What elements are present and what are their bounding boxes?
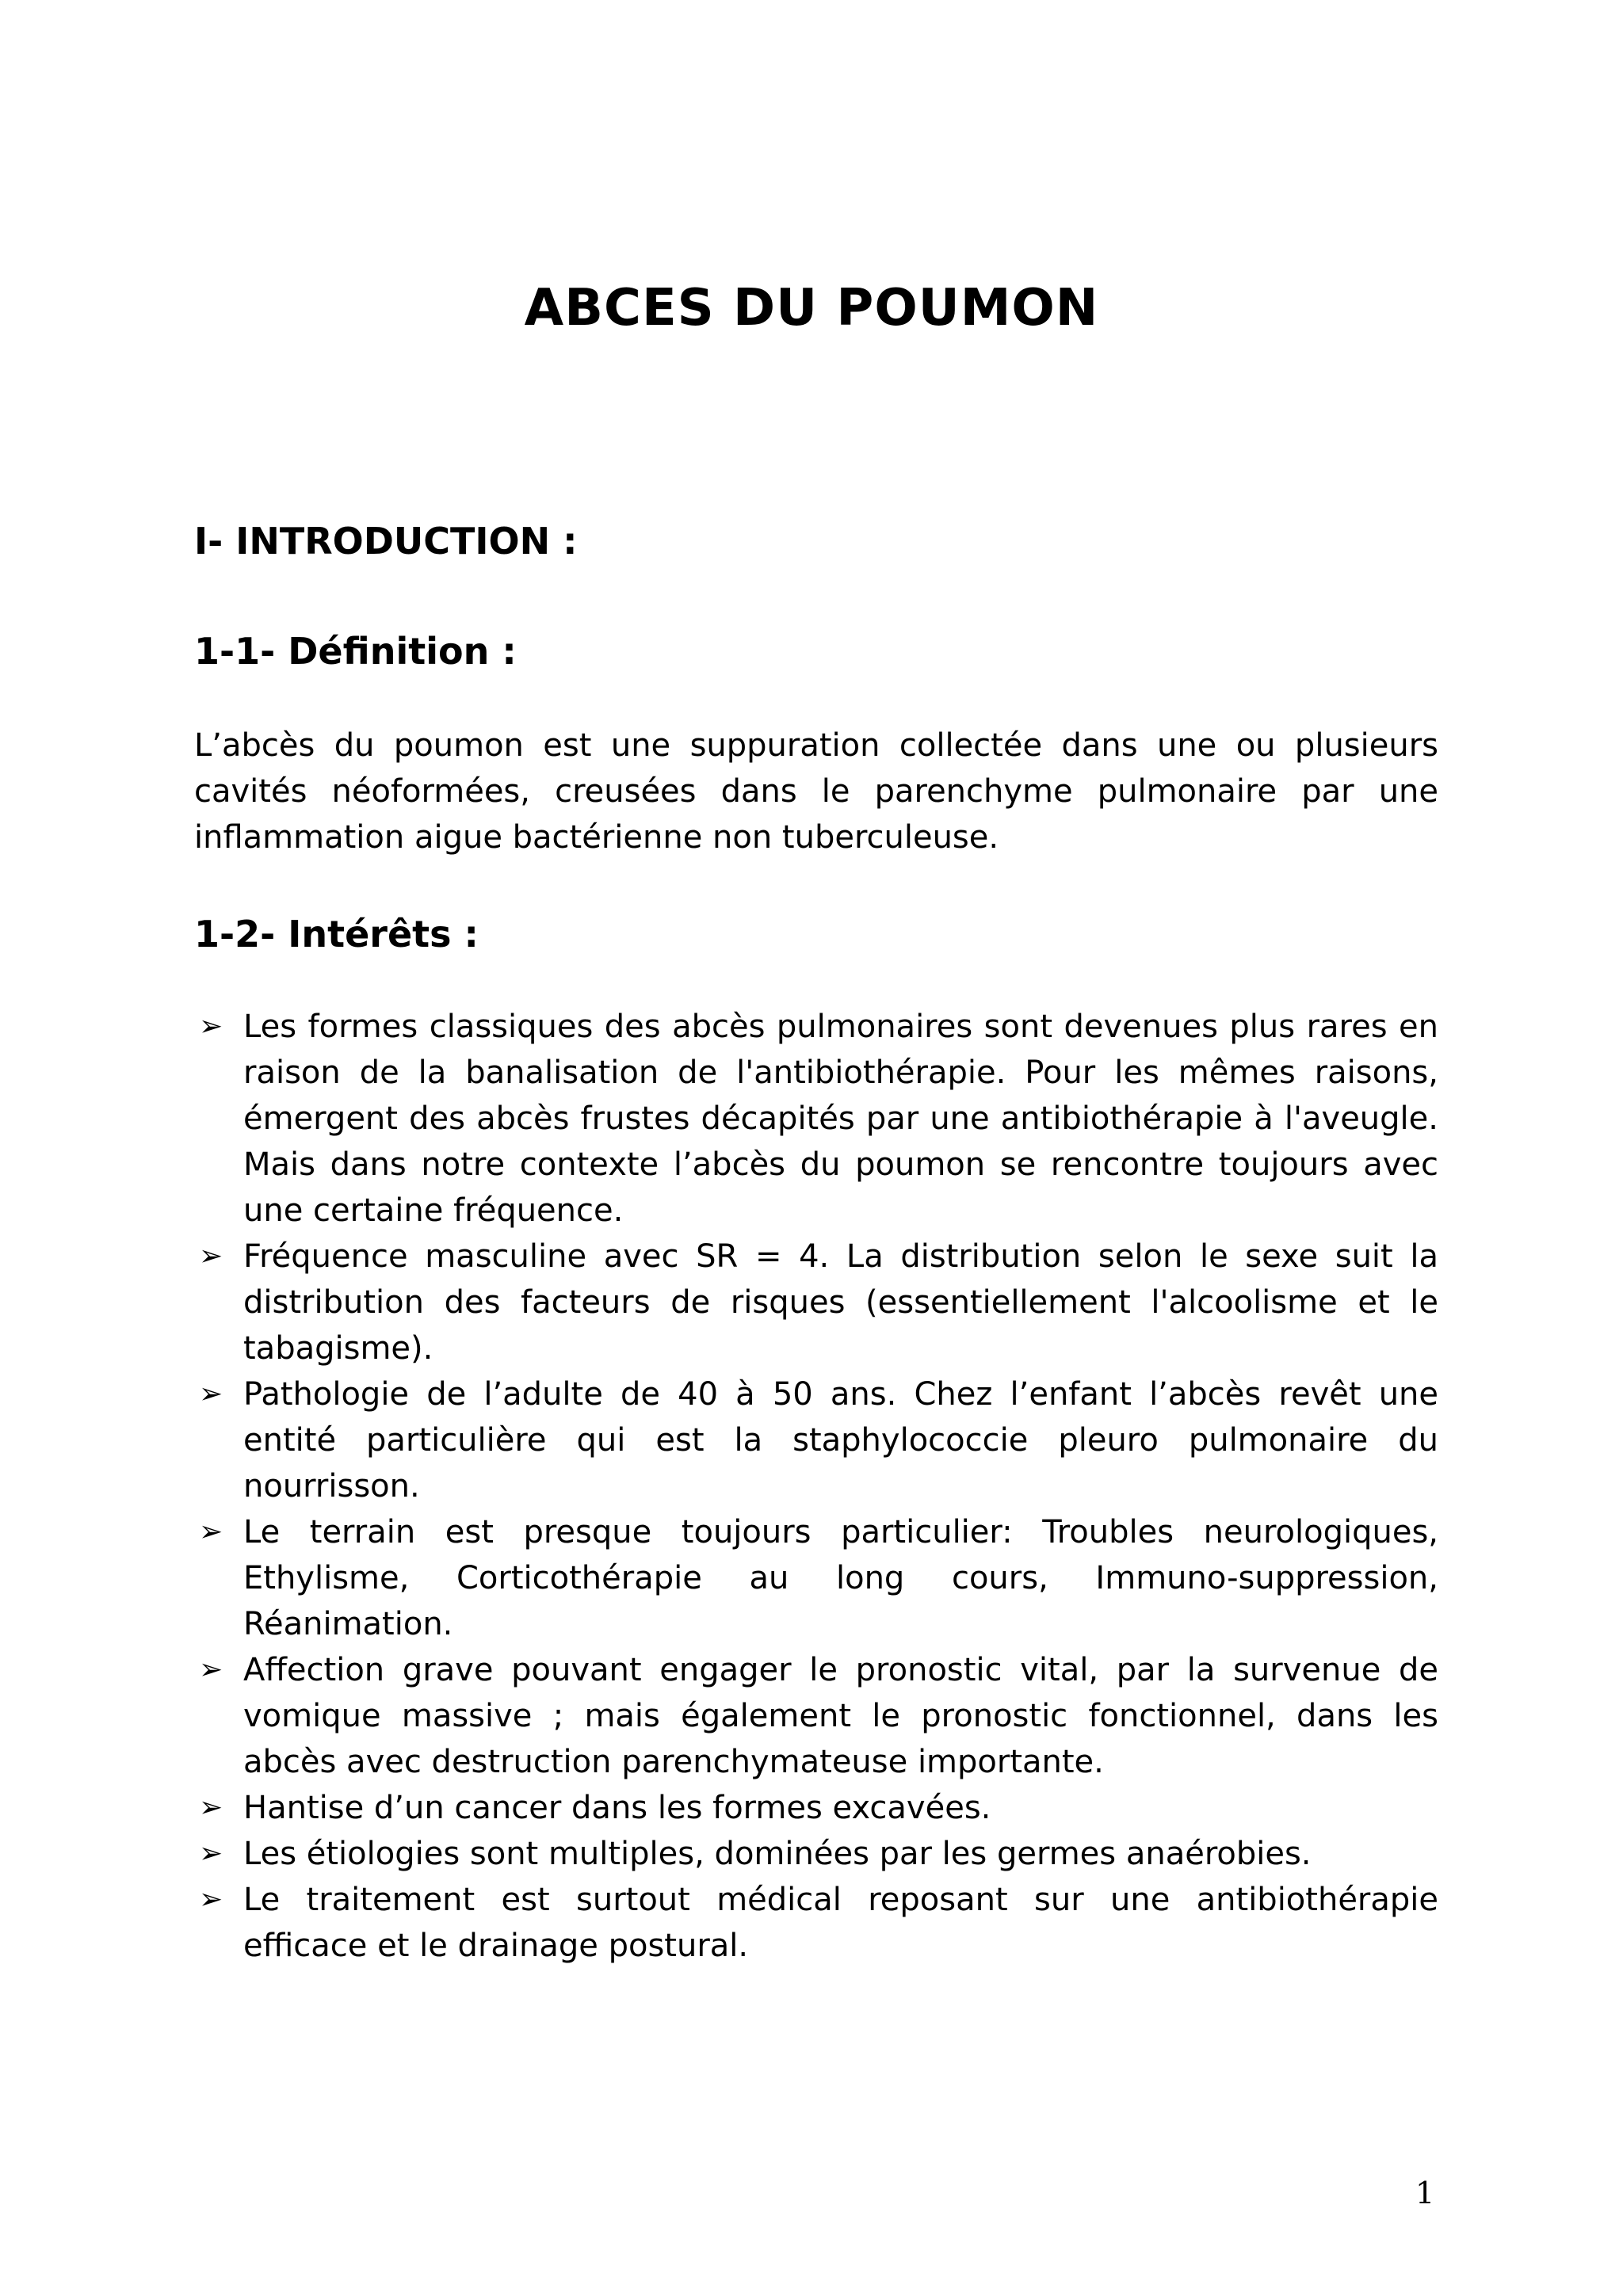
- arrow-bullet-icon: ➢: [199, 1240, 223, 1272]
- list-item-text: Hantise d’un cancer dans les formes excavées.: [243, 1790, 991, 1826]
- list-item: [194, 1004, 1438, 1234]
- list-item-text: Les formes classiques des abcès pulmonaires sont devenues plus rares en raison de la banalisation de l'antibiothérapie. Pour les mêmes raisons, émergent des abcès frustes décapités par une antibiothérapie à l'aveugle. Mais dans notre contexte l’abcès du poumon se rencontre toujours avec une certaine fréquence.: [243, 1009, 1438, 1229]
- arrow-bullet-icon: ➢: [199, 1653, 223, 1686]
- list-item: [194, 1877, 1438, 1969]
- list-item: [194, 1831, 1438, 1877]
- arrow-bullet-icon: ➢: [199, 1837, 223, 1870]
- list-item: [194, 1234, 1438, 1371]
- section-heading-introduction: I- INTRODUCTION :: [194, 520, 578, 563]
- list-item-text: Le traitement est surtout médical reposant sur une antibiothérapie efficace et le drainage postural.: [243, 1882, 1438, 1964]
- list-item-text: Pathologie de l’adulte de 40 à 50 ans. Chez l’enfant l’abcès revêt une entité particulière qui est la staphylococcie pleuro pulmonaire du nourrisson.: [243, 1376, 1438, 1505]
- subsection-heading-interets: 1-2- Intérêts :: [194, 913, 479, 955]
- list-item: [194, 1785, 1438, 1831]
- list-item-text: Affection grave pouvant engager le pronostic vital, par la survenue de vomique massive ; mais également le pronostic fonctionnel, dans les abcès avec destruction parenchymateuse importante.: [243, 1652, 1438, 1780]
- arrow-bullet-icon: ➢: [199, 1010, 223, 1043]
- list-item: [194, 1371, 1438, 1509]
- list-item-text: Fréquence masculine avec SR = 4. La distribution selon le sexe suit la distribution des facteurs de risques (essentiellement l'alcoolisme et le tabagisme).: [243, 1238, 1438, 1367]
- list-item: [194, 1647, 1438, 1785]
- subsection-heading-definition: 1-1- Définition :: [194, 630, 517, 673]
- interets-bullet-list: [194, 1004, 1438, 1969]
- list-item-text: Le terrain est presque toujours particulier: Troubles neurologiques, Ethylisme, Corticothérapie au long cours, Immuno-suppression, Réanimation.: [243, 1514, 1438, 1642]
- arrow-bullet-icon: ➢: [199, 1516, 223, 1548]
- arrow-bullet-icon: ➢: [199, 1883, 223, 1916]
- arrow-bullet-icon: ➢: [199, 1791, 223, 1824]
- page-number: 1: [1415, 2176, 1435, 2210]
- definition-paragraph: L’abcès du poumon est une suppuration collectée dans une ou plusieurs cavités néoformées, creusées dans le parenchyme pulmonaire par une inflammation aigue bactérienne non tuberculeuse.: [194, 727, 1438, 856]
- arrow-bullet-icon: ➢: [199, 1378, 223, 1410]
- list-item-text: Les étiologies sont multiples, dominées par les germes anaérobies.: [243, 1836, 1312, 1872]
- page-title: ABCES DU POUMON: [524, 279, 1099, 338]
- list-item: [194, 1509, 1438, 1647]
